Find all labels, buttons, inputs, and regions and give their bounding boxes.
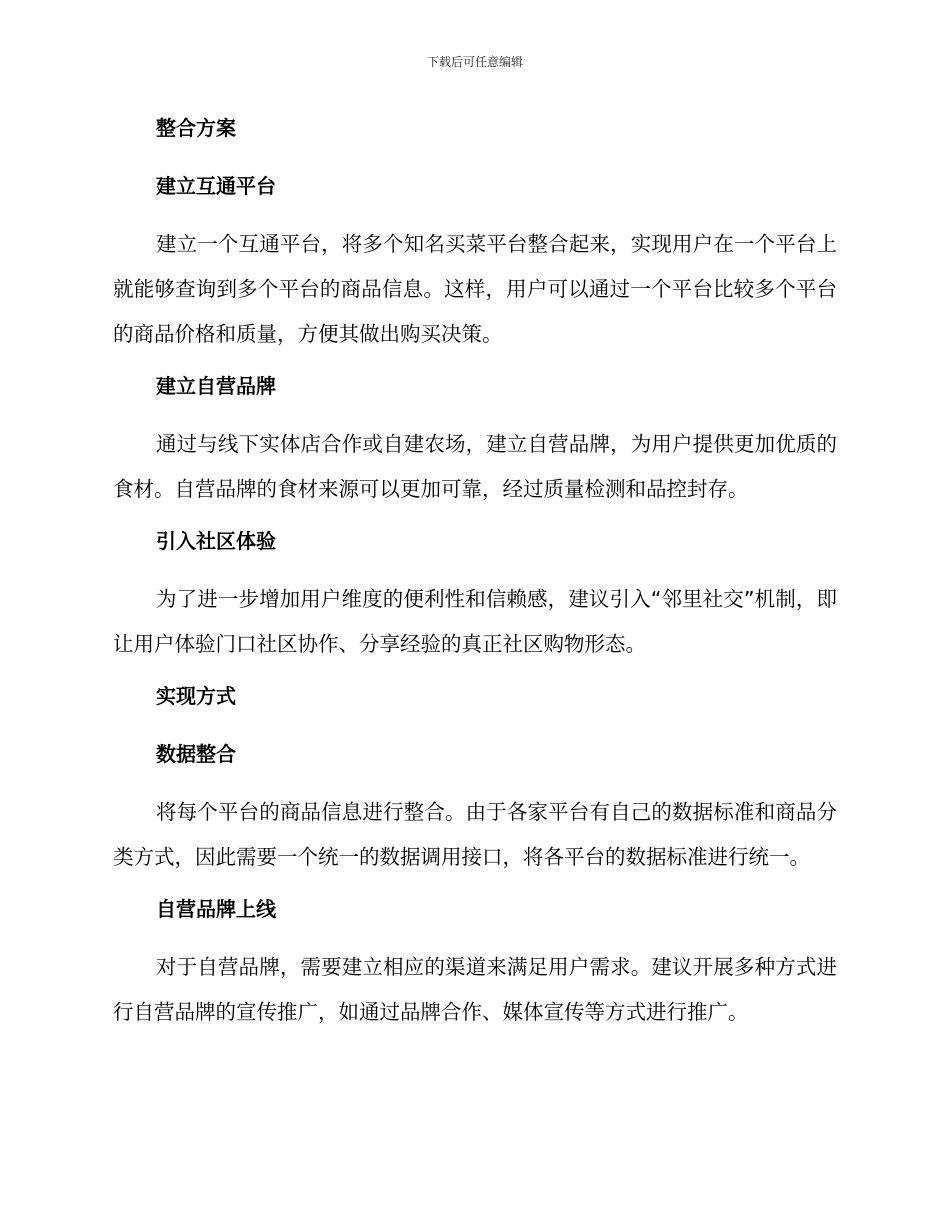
page-header-watermark: 下载后可任意编辑 (426, 55, 523, 69)
subheading-own-brand-launch: 自营品牌上线 (156, 897, 276, 921)
document-body (113, 112, 837, 1048)
paragraph-own-brand-launch: 对于自营品牌，需要建立相应的渠道来满足用户需求。建议开展多种方式进行自营品牌的宣传推广，如通过品牌合作、媒体宣传等方式进行推广。 (113, 955, 837, 1024)
subheading-community-experience: 引入社区体验 (156, 529, 276, 553)
section-heading-integration-plan: 整合方案 (156, 116, 236, 140)
subheading-interconnect-platform: 建立互通平台 (156, 174, 276, 198)
section-heading-implementation: 实现方式 (156, 684, 236, 708)
paragraph-data-integration: 将每个平台的商品信息进行整合。由于各家平台有自己的数据标准和商品分类方式，因此需要一个统一的数据调用接口，将各平台的数据标准进行统一。 (113, 800, 837, 869)
paragraph-own-brand: 通过与线下实体店合作或自建农场，建立自营品牌，为用户提供更加优质的食材。自营品牌的食材来源可以更加可靠，经过质量检测和品控封存。 (113, 432, 837, 501)
subheading-data-integration: 数据整合 (156, 742, 236, 766)
subheading-own-brand: 建立自营品牌 (156, 374, 276, 398)
paragraph-interconnect-platform: 建立一个互通平台，将多个知名买菜平台整合起来，实现用户在一个平台上就能够查询到多个平台的商品信息。这样，用户可以通过一个平台比较多个平台的商品价格和质量，方便其做出购买决策。 (113, 232, 837, 346)
paragraph-community-experience: 为了进一步增加用户维度的便利性和信赖感，建议引入“邻里社交”机制，即让用户体验门口社区协作、分享经验的真正社区购物形态。 (113, 587, 837, 656)
